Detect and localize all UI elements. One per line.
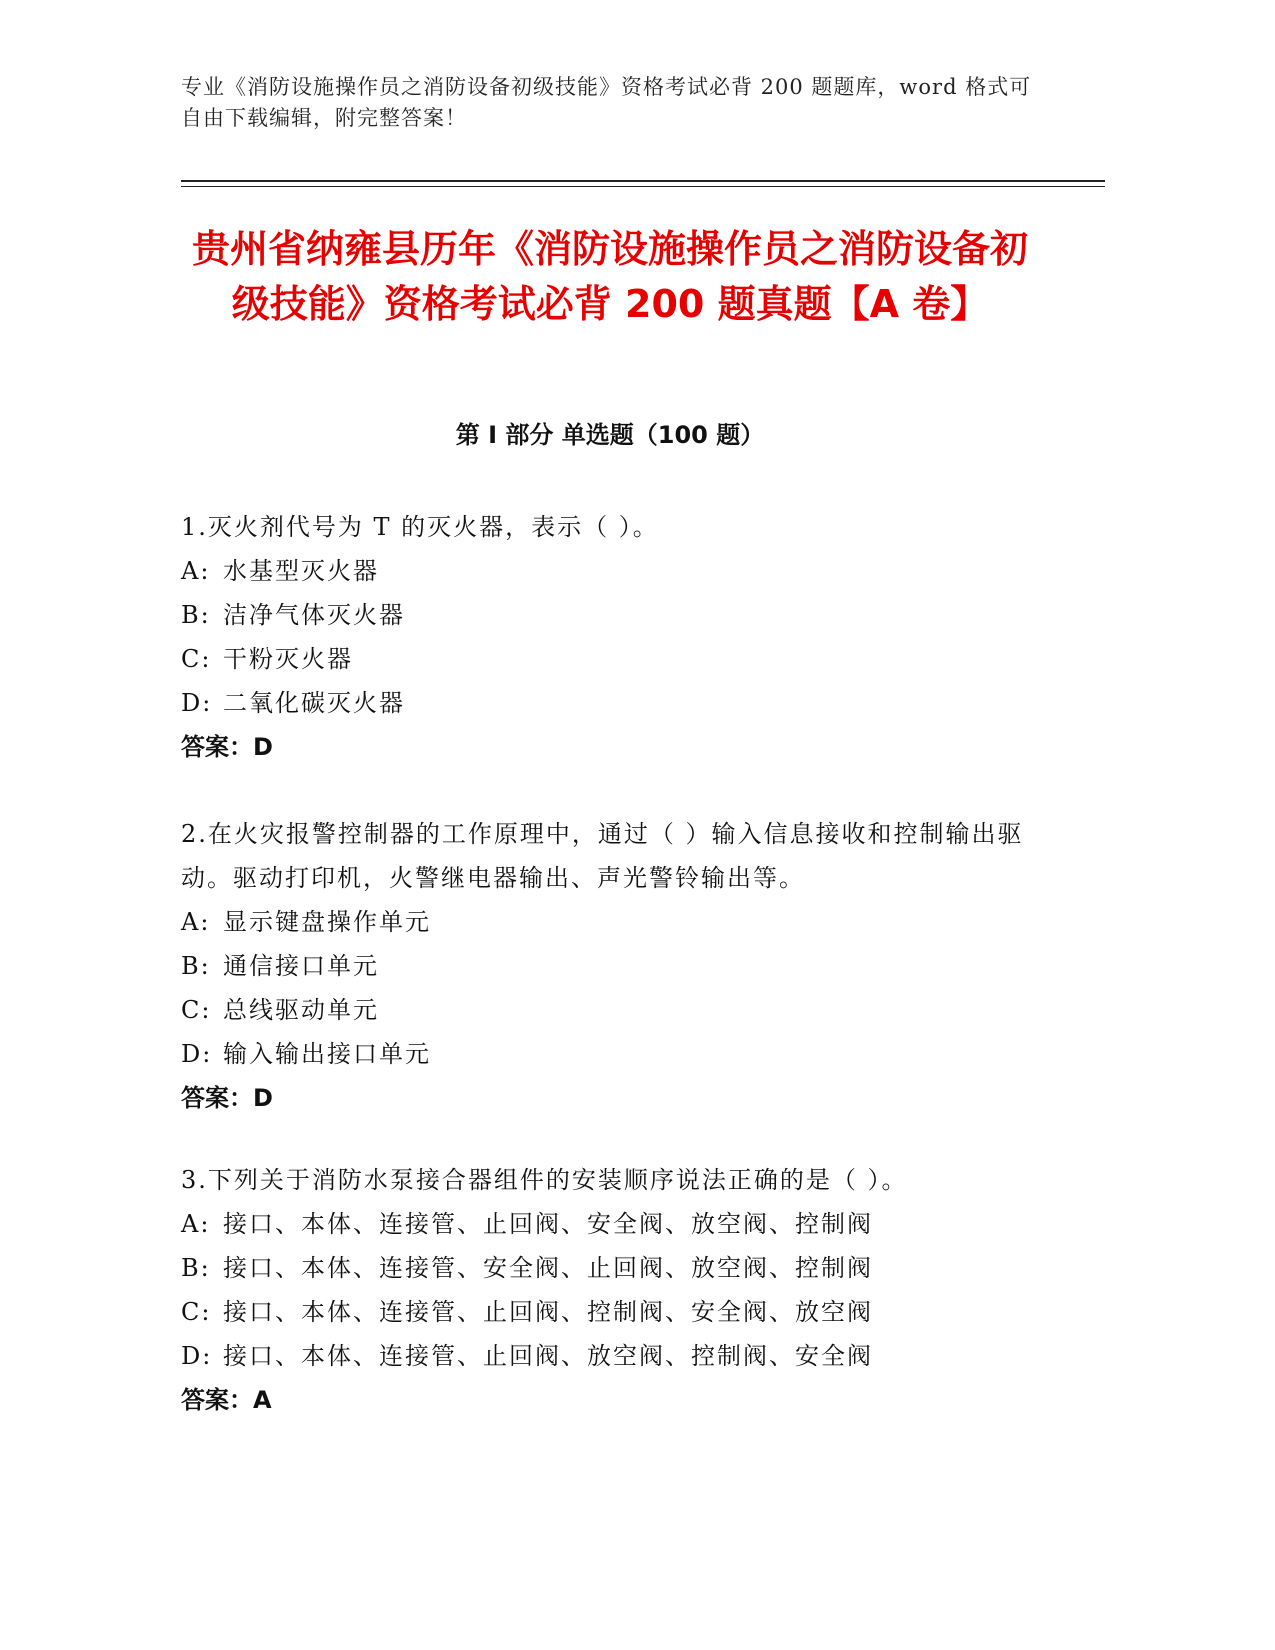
option-text: 总线驱动单元 [223, 996, 379, 1024]
option-c [181, 1290, 1041, 1334]
option-label: C: [181, 645, 212, 673]
page-title: 贵州省纳雍县历年《消防设施操作员之消防设备初级技能》资格考试必背 200 题真题【A 卷】 [191, 227, 1028, 326]
option-b [181, 593, 1041, 637]
option-label: B: [181, 1254, 211, 1282]
option-text: 接口、本体、连接管、止回阀、放空阀、控制阀、安全阀 [223, 1342, 873, 1370]
section-heading: 第 I 部分 单选题（100 题） [455, 421, 765, 449]
question-stem: 2.在火灾报警控制器的工作原理中，通过（ ）输入信息接收和控制输出驱动。驱动打印机，火警继电器输出、声光警铃输出等。 [181, 820, 1024, 892]
option-label: A: [181, 557, 211, 585]
option-text: 接口、本体、连接管、止回阀、控制阀、安全阀、放空阀 [223, 1298, 873, 1326]
option-text: 干粉灭火器 [223, 645, 353, 673]
option-b [181, 1246, 1041, 1290]
option-label: B: [181, 952, 211, 980]
option-c [181, 637, 1041, 681]
option-label: D: [181, 1342, 213, 1370]
option-label: A: [181, 1210, 211, 1238]
question-2 [181, 812, 1041, 1120]
option-label: D: [181, 1040, 213, 1068]
option-label: D: [181, 689, 213, 717]
option-text: 输入输出接口单元 [223, 1040, 431, 1068]
option-text: 洁净气体灭火器 [223, 601, 405, 629]
question-stem: 3.下列关于消防水泵接合器组件的安装顺序说法正确的是（ ）。 [181, 1166, 908, 1194]
option-text: 接口、本体、连接管、止回阀、安全阀、放空阀、控制阀 [223, 1210, 873, 1238]
option-text: 显示键盘操作单元 [223, 908, 431, 936]
option-c [181, 988, 1041, 1032]
option-d [181, 681, 1041, 725]
answer-line: 答案：A [181, 1386, 272, 1414]
option-label: C: [181, 1298, 212, 1326]
option-d [181, 1032, 1041, 1076]
option-text: 接口、本体、连接管、安全阀、止回阀、放空阀、控制阀 [223, 1254, 873, 1282]
option-a [181, 900, 1041, 944]
option-label: B: [181, 601, 211, 629]
header-rule-thick [181, 180, 1105, 182]
option-label: A: [181, 908, 211, 936]
option-text: 二氧化碳灭火器 [223, 689, 405, 717]
option-text: 通信接口单元 [223, 952, 379, 980]
option-a [181, 1202, 1041, 1246]
question-3 [181, 1158, 1041, 1422]
option-d [181, 1334, 1041, 1378]
option-a [181, 549, 1041, 593]
question-1 [181, 505, 1041, 769]
answer-line: 答案：D [181, 733, 273, 761]
header-rule-thin [181, 186, 1105, 187]
option-b [181, 944, 1041, 988]
question-stem: 1.灭火剂代号为 T 的灭火器，表示（ ）。 [181, 513, 659, 541]
header-note: 专业《消防设施操作员之消防设备初级技能》资格考试必背 200 题题库，word 格式可自由下载编辑，附完整答案！ [181, 75, 1032, 130]
answer-line: 答案：D [181, 1084, 273, 1112]
option-label: C: [181, 996, 212, 1024]
option-text: 水基型灭火器 [223, 557, 379, 585]
